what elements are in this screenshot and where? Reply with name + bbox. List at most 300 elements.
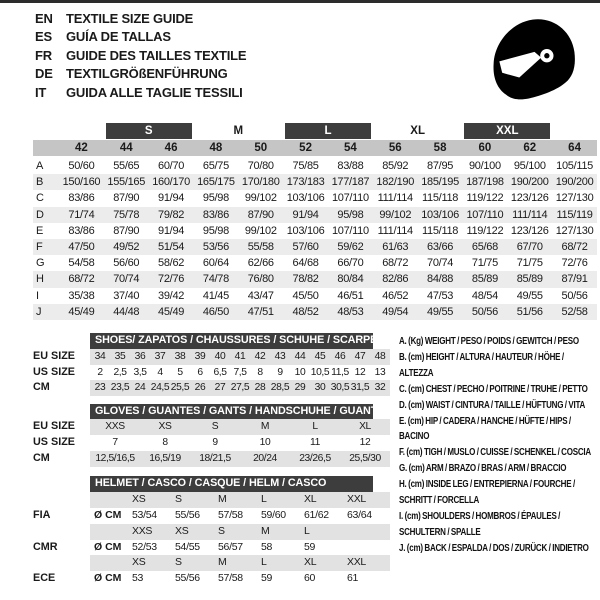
table-cell: 87/95 bbox=[427, 160, 454, 172]
table-cell: 107/110 bbox=[466, 208, 504, 221]
table-row bbox=[33, 239, 597, 255]
band-spacer bbox=[33, 140, 59, 156]
table-cell: 83/88 bbox=[337, 160, 364, 172]
table-cell: 150/160 bbox=[62, 176, 101, 189]
table-cell: 160/170 bbox=[152, 176, 190, 189]
table-cell: 36 bbox=[134, 350, 146, 362]
row-label: CM bbox=[33, 381, 50, 394]
table-row bbox=[33, 255, 597, 271]
lang-code: FR bbox=[35, 47, 52, 63]
lower-sections bbox=[33, 333, 393, 587]
table-cell: 103/106 bbox=[421, 208, 459, 221]
table-cell: 45/49 bbox=[68, 305, 95, 318]
section-row bbox=[33, 571, 393, 587]
row-label: FIA bbox=[33, 508, 51, 521]
table-row bbox=[33, 288, 597, 304]
table-cell: 23,5 bbox=[110, 382, 130, 394]
table-cell: 41/45 bbox=[202, 289, 229, 302]
lang-code: EN bbox=[35, 11, 53, 26]
section-cells bbox=[90, 419, 390, 435]
table-cell: 8 bbox=[162, 437, 168, 449]
table-cell: 71/74 bbox=[68, 208, 95, 221]
section-gap bbox=[33, 396, 393, 404]
section-title-row bbox=[33, 476, 393, 492]
table-cell: 55/56 bbox=[175, 508, 200, 521]
table-cell: 44/48 bbox=[113, 305, 140, 318]
table-cell bbox=[347, 524, 390, 540]
table-cell: 5 bbox=[177, 366, 183, 378]
table-cell: 12 bbox=[354, 366, 366, 378]
table-cell: 115/118 bbox=[422, 192, 459, 205]
section-cells bbox=[90, 365, 390, 381]
legend-item: F. (cm) TIGH / MUSLO / CUISSE / SCHENKEL / COSCIA bbox=[399, 447, 591, 459]
table-cell: 61/63 bbox=[382, 240, 409, 253]
table-cell: 11,5 bbox=[331, 366, 349, 378]
table-cell: 55/56 bbox=[175, 572, 200, 585]
table-cell: 65/75 bbox=[202, 160, 229, 172]
table-cell: S bbox=[211, 421, 219, 433]
table-cell: 47/50 bbox=[68, 240, 95, 253]
row-label: EU SIZE bbox=[33, 420, 75, 433]
section-row bbox=[33, 555, 393, 571]
table-cell: 29 bbox=[294, 382, 306, 394]
table-cell: 46/51 bbox=[337, 289, 364, 302]
row-label: E bbox=[36, 224, 44, 237]
size-group-m: M bbox=[233, 125, 244, 137]
table-cell: 84/88 bbox=[427, 273, 454, 286]
table-cell: 190/200 bbox=[555, 176, 594, 189]
table-cell: 95/98 bbox=[202, 192, 229, 205]
table-cell bbox=[347, 540, 390, 556]
table-cell: 99/102 bbox=[244, 192, 277, 205]
table-cell: 71/75 bbox=[471, 257, 498, 270]
table-cell: 165/175 bbox=[197, 176, 235, 189]
section-row bbox=[33, 380, 393, 396]
table-row bbox=[33, 223, 597, 239]
table-cell: 57/60 bbox=[292, 240, 319, 253]
table-cell: 30,5 bbox=[330, 382, 350, 394]
table-cell: 59/60 bbox=[261, 508, 286, 521]
size-group-xl: XL bbox=[410, 125, 425, 137]
table-cell: 10 bbox=[294, 366, 306, 378]
table-cell: XXL bbox=[347, 556, 366, 569]
table-cell: 24,5 bbox=[150, 382, 170, 394]
section-row bbox=[33, 524, 393, 540]
section-cells bbox=[90, 451, 390, 467]
table-cell: 87/90 bbox=[113, 224, 140, 237]
size-group-row bbox=[33, 123, 597, 139]
table-cell: 95/100 bbox=[513, 160, 546, 172]
table-cell: 68/72 bbox=[68, 273, 95, 286]
section-cells bbox=[90, 524, 390, 540]
table-cell: 16,5/19 bbox=[149, 453, 181, 465]
table-cell: 127/130 bbox=[555, 224, 594, 237]
size-column-header: 50 bbox=[254, 142, 268, 154]
table-cell: 2 bbox=[97, 366, 103, 378]
table-cell: 99/102 bbox=[379, 208, 412, 221]
table-cell: 47/51 bbox=[247, 305, 274, 318]
table-cell: 47 bbox=[354, 350, 366, 362]
table-row bbox=[33, 207, 597, 223]
table-cell: 37 bbox=[154, 350, 166, 362]
size-column-header: 62 bbox=[523, 142, 537, 154]
row-label bbox=[33, 555, 90, 571]
table-cell: 51/56 bbox=[516, 305, 543, 318]
table-cell: M bbox=[260, 421, 270, 433]
table-cell: XS bbox=[132, 493, 146, 506]
helmet-icon bbox=[487, 12, 582, 107]
table-cell: 68/72 bbox=[382, 257, 409, 270]
size-column-header: 56 bbox=[388, 142, 402, 154]
table-cell: 8 bbox=[257, 366, 263, 378]
section-label-spacer bbox=[33, 476, 90, 492]
helmet-section bbox=[33, 476, 393, 587]
table-cell: 49/54 bbox=[382, 305, 409, 318]
section-row bbox=[33, 451, 393, 467]
table-cell: 50/56 bbox=[561, 289, 588, 302]
section-row bbox=[33, 419, 393, 435]
table-cell: 55/65 bbox=[113, 160, 140, 172]
table-cell: 25,5/30 bbox=[349, 453, 381, 465]
table-cell: 59 bbox=[304, 540, 316, 553]
table-cell: 55/58 bbox=[247, 240, 274, 253]
table-cell: 30 bbox=[314, 382, 326, 394]
size-group-xxl: XXL bbox=[464, 123, 550, 139]
table-cell: 13 bbox=[374, 366, 386, 378]
table-cell: L bbox=[261, 493, 267, 506]
lang-row-it bbox=[35, 84, 246, 102]
table-cell: 53/56 bbox=[202, 240, 229, 253]
gloves-section bbox=[33, 404, 393, 467]
table-cell: 83/86 bbox=[68, 192, 95, 205]
page-title-es: GUÍA DE TALLAS bbox=[66, 29, 171, 45]
table-cell: 67/70 bbox=[516, 240, 543, 253]
table-cell: 51/54 bbox=[158, 240, 185, 253]
table-cell: 58/62 bbox=[158, 257, 185, 270]
table-cell: 95/98 bbox=[202, 224, 229, 237]
table-cell: 23 bbox=[94, 382, 106, 394]
lang-row-de bbox=[35, 65, 246, 83]
table-cell: 103/106 bbox=[286, 192, 325, 205]
table-cell: 52/53 bbox=[132, 540, 157, 553]
table-cell: 79/82 bbox=[158, 208, 185, 221]
row-label: CMR bbox=[33, 540, 58, 553]
table-cell: 50/60 bbox=[68, 160, 95, 172]
size-group-l: L bbox=[285, 123, 371, 139]
table-cell: 46/50 bbox=[202, 305, 229, 318]
language-title-block bbox=[35, 10, 246, 102]
table-cell: 107/110 bbox=[331, 224, 369, 237]
size-column-header: 64 bbox=[568, 142, 581, 154]
page-title-fr: GUIDE DES TAILLES TEXTILE bbox=[66, 47, 247, 63]
size-column-header: 54 bbox=[344, 142, 357, 154]
table-cell: 35 bbox=[114, 350, 126, 362]
table-cell: 57/58 bbox=[218, 508, 243, 521]
unit-label bbox=[90, 492, 132, 508]
table-cell: 45/50 bbox=[292, 289, 319, 302]
table-cell: 23/26,5 bbox=[299, 453, 331, 465]
table-cell: 177/187 bbox=[331, 176, 370, 189]
table-cell: 10,5 bbox=[310, 366, 330, 378]
table-cell: M bbox=[218, 556, 227, 569]
legend-item: B. (cm) HEIGHT / ALTURA / HAUTEUR / HÖHE / ALTEZZA bbox=[399, 351, 564, 379]
table-cell: 27 bbox=[214, 382, 226, 394]
unit-label bbox=[90, 555, 132, 571]
row-label: CM bbox=[33, 452, 50, 465]
table-cell: 28 bbox=[254, 382, 266, 394]
table-cell: 83/86 bbox=[202, 208, 229, 221]
table-cell: 46 bbox=[334, 350, 346, 362]
table-cell: 68/72 bbox=[561, 240, 588, 253]
table-cell: 49/55 bbox=[516, 289, 543, 302]
section-row bbox=[33, 492, 393, 508]
table-cell: XS bbox=[175, 524, 189, 537]
table-cell: 18/21,5 bbox=[199, 453, 231, 465]
table-row bbox=[33, 304, 597, 320]
table-cell: 7,5 bbox=[233, 366, 247, 378]
table-cell: 119/122 bbox=[466, 192, 504, 205]
table-cell: 119/122 bbox=[466, 224, 504, 237]
table-cell: 61/62 bbox=[304, 508, 329, 521]
table-cell: 82/86 bbox=[382, 273, 409, 286]
table-cell: 155/165 bbox=[107, 176, 146, 189]
table-cell: 75/78 bbox=[113, 208, 140, 221]
section-row bbox=[33, 365, 393, 381]
table-cell: 4 bbox=[157, 366, 163, 378]
section-cells bbox=[90, 380, 390, 396]
table-cell: 60/64 bbox=[202, 257, 229, 270]
page-title: TEXTILE SIZE GUIDE bbox=[66, 11, 194, 26]
section-cells bbox=[90, 435, 390, 451]
table-cell: 75/85 bbox=[292, 160, 319, 172]
table-cell: 71/75 bbox=[516, 257, 543, 270]
section-row bbox=[33, 508, 393, 524]
table-cell: 87/90 bbox=[113, 192, 140, 205]
table-cell: 6 bbox=[197, 366, 203, 378]
table-cell: 48/54 bbox=[471, 289, 498, 302]
table-cell: 48/53 bbox=[337, 305, 364, 318]
table-cell: 103/106 bbox=[286, 224, 325, 237]
table-cell: 9 bbox=[277, 366, 283, 378]
table-cell: 62/66 bbox=[247, 257, 274, 270]
table-cell: 32 bbox=[374, 382, 386, 394]
table-cell: 187/198 bbox=[466, 176, 504, 189]
table-cell: 49/52 bbox=[113, 240, 140, 253]
table-cell: 63/66 bbox=[427, 240, 454, 253]
row-label: US SIZE bbox=[33, 365, 75, 378]
table-cell: 48/52 bbox=[292, 305, 319, 318]
table-cell: 105/115 bbox=[556, 160, 593, 172]
table-cell: 85/89 bbox=[471, 273, 498, 286]
section-label-spacer bbox=[33, 404, 90, 420]
table-cell: 190/200 bbox=[510, 176, 549, 189]
table-cell: 56/57 bbox=[218, 540, 243, 553]
section-cells bbox=[90, 508, 390, 524]
table-cell: 87/90 bbox=[247, 208, 274, 221]
unit-label: Ø CM bbox=[94, 508, 122, 521]
section-row bbox=[33, 435, 393, 451]
table-cell: 46/52 bbox=[382, 289, 409, 302]
size-number-band bbox=[33, 140, 597, 156]
table-cell: 182/190 bbox=[376, 176, 415, 189]
size-group-s: S bbox=[106, 123, 192, 139]
measurement-legend bbox=[399, 334, 597, 557]
section-cells bbox=[90, 349, 390, 365]
legend-item: G. (cm) ARM / BRAZO / BRAS / ARM / BRACCIO bbox=[399, 463, 567, 475]
row-label: F bbox=[36, 240, 43, 253]
lang-row-fr bbox=[35, 47, 246, 65]
table-cell: 20/24 bbox=[253, 453, 277, 465]
table-cell: 40 bbox=[214, 350, 226, 362]
table-cell: 111/114 bbox=[512, 208, 548, 221]
table-cell: 72/76 bbox=[561, 257, 588, 270]
table-cell: 27,5 bbox=[230, 382, 250, 394]
table-cell: 91/94 bbox=[158, 224, 185, 237]
table-cell: 44 bbox=[294, 350, 306, 362]
table-cell: 49/55 bbox=[427, 305, 454, 318]
table-cell: 50/56 bbox=[471, 305, 498, 318]
lang-row-en bbox=[35, 10, 246, 28]
table-cell: 65/68 bbox=[471, 240, 498, 253]
table-cell: 6,5 bbox=[213, 366, 227, 378]
section-cells bbox=[90, 492, 390, 508]
table-cell: 56/60 bbox=[113, 257, 140, 270]
table-cell: 24 bbox=[134, 382, 146, 394]
table-cell: 43 bbox=[274, 350, 286, 362]
table-cell: XXS bbox=[105, 421, 125, 433]
lang-code: DE bbox=[35, 66, 53, 82]
table-cell: M bbox=[218, 493, 227, 506]
table-cell: 107/110 bbox=[331, 192, 369, 205]
section-row bbox=[33, 540, 393, 556]
table-cell: 57/58 bbox=[218, 572, 243, 585]
section-cells bbox=[90, 571, 390, 587]
table-cell: 37/40 bbox=[113, 289, 140, 302]
table-cell: 59 bbox=[261, 572, 273, 585]
table-cell: 61 bbox=[347, 572, 359, 585]
table-cell: 45/49 bbox=[158, 305, 185, 318]
shoes-section bbox=[33, 333, 393, 396]
table-cell: 47/53 bbox=[427, 289, 454, 302]
section-label-spacer bbox=[33, 333, 90, 349]
table-cell: XXS bbox=[132, 524, 153, 537]
row-label: G bbox=[36, 257, 45, 270]
table-row bbox=[33, 190, 597, 206]
table-cell: 72/76 bbox=[158, 273, 185, 286]
section-title-bar: HELMET / CASCO / CASQUE / HELM / CASCO bbox=[90, 476, 373, 492]
table-cell: 31,5 bbox=[350, 382, 370, 394]
lang-code: ES bbox=[35, 29, 52, 45]
row-label: D bbox=[36, 208, 44, 221]
size-column-header: 52 bbox=[299, 142, 312, 154]
row-label: I bbox=[36, 289, 40, 302]
table-cell: 10 bbox=[259, 437, 271, 449]
row-label: J bbox=[36, 305, 42, 318]
table-cell: 78/82 bbox=[292, 273, 319, 286]
lang-code: IT bbox=[35, 84, 47, 100]
section-title-row bbox=[33, 333, 393, 349]
section-title-bar: GLOVES / GUANTES / GANTS / HANDSCHUHE / GUANTI bbox=[90, 404, 373, 420]
table-cell: 123/126 bbox=[510, 224, 549, 237]
section-row bbox=[33, 349, 393, 365]
lang-row-es bbox=[35, 28, 246, 46]
table-cell: 54/58 bbox=[68, 257, 95, 270]
table-cell: 66/70 bbox=[337, 257, 364, 270]
table-cell: 170/180 bbox=[241, 176, 280, 189]
row-label: H bbox=[36, 273, 44, 286]
section-gap bbox=[33, 467, 393, 477]
table-cell: 12,5/16,5 bbox=[95, 453, 135, 465]
table-cell: 87/91 bbox=[561, 273, 588, 286]
table-cell: 64/68 bbox=[292, 257, 319, 270]
size-column-header: 48 bbox=[209, 142, 223, 154]
table-cell: 41 bbox=[234, 350, 246, 362]
unit-label: Ø CM bbox=[94, 540, 122, 553]
table-row bbox=[33, 174, 597, 190]
top-border-line bbox=[0, 0, 600, 3]
table-cell: 52/58 bbox=[561, 305, 588, 318]
row-label: US SIZE bbox=[33, 436, 75, 449]
table-cell: 91/94 bbox=[292, 208, 319, 221]
table-cell: 25,5 bbox=[170, 382, 190, 394]
table-cell: 34 bbox=[94, 350, 106, 362]
table-cell: 123/126 bbox=[510, 192, 549, 205]
table-row bbox=[33, 271, 597, 287]
page-title-de: TEXTILGRÖßENFÜHRUNG bbox=[66, 66, 228, 82]
table-cell: XL bbox=[359, 421, 371, 433]
table-cell: 63/64 bbox=[347, 508, 372, 521]
table-cell: M bbox=[261, 524, 270, 537]
table-cell: L bbox=[312, 421, 318, 433]
table-cell: 185/195 bbox=[421, 176, 459, 189]
table-cell: XXL bbox=[347, 493, 366, 506]
table-cell: 11 bbox=[310, 437, 320, 449]
table-cell: 39 bbox=[194, 350, 206, 362]
legend-item: D. (cm) WAIST / CINTURA / TAILLE / HÜFTUNG / VITA bbox=[399, 399, 586, 411]
table-cell: 39/42 bbox=[158, 289, 185, 302]
legend-item: H. (cm) INSIDE LEG / ENTREPIERNA / FOURCHE / SCHRITT / FORCELLA bbox=[399, 479, 575, 507]
table-cell: XL bbox=[304, 493, 317, 506]
table-cell: 85/89 bbox=[516, 273, 543, 286]
section-title-row bbox=[33, 404, 393, 420]
table-cell: 83/86 bbox=[68, 224, 95, 237]
table-cell: 42 bbox=[254, 350, 266, 362]
unit-label bbox=[90, 524, 132, 540]
row-label: B bbox=[36, 176, 44, 189]
table-cell: XL bbox=[304, 556, 317, 569]
table-cell: 111/114 bbox=[377, 224, 413, 237]
table-row bbox=[33, 158, 597, 174]
row-label bbox=[33, 492, 90, 508]
row-label: ECE bbox=[33, 572, 56, 585]
table-cell: 127/130 bbox=[555, 192, 594, 205]
row-label: EU SIZE bbox=[33, 349, 75, 362]
table-cell: 43/47 bbox=[247, 289, 274, 302]
table-cell: 99/102 bbox=[244, 224, 277, 237]
size-column-header: 46 bbox=[164, 142, 178, 154]
section-cells bbox=[90, 555, 390, 571]
table-cell: 26 bbox=[194, 382, 206, 394]
table-cell: XS bbox=[132, 556, 146, 569]
table-cell: L bbox=[261, 556, 267, 569]
table-cell: 38 bbox=[174, 350, 186, 362]
table-cell: 115/118 bbox=[422, 224, 459, 237]
table-cell: 59/62 bbox=[337, 240, 364, 253]
table-cell: 48 bbox=[374, 350, 386, 362]
textile-rows bbox=[33, 158, 597, 320]
table-cell: 95/98 bbox=[337, 208, 364, 221]
table-cell: 58 bbox=[261, 540, 273, 553]
